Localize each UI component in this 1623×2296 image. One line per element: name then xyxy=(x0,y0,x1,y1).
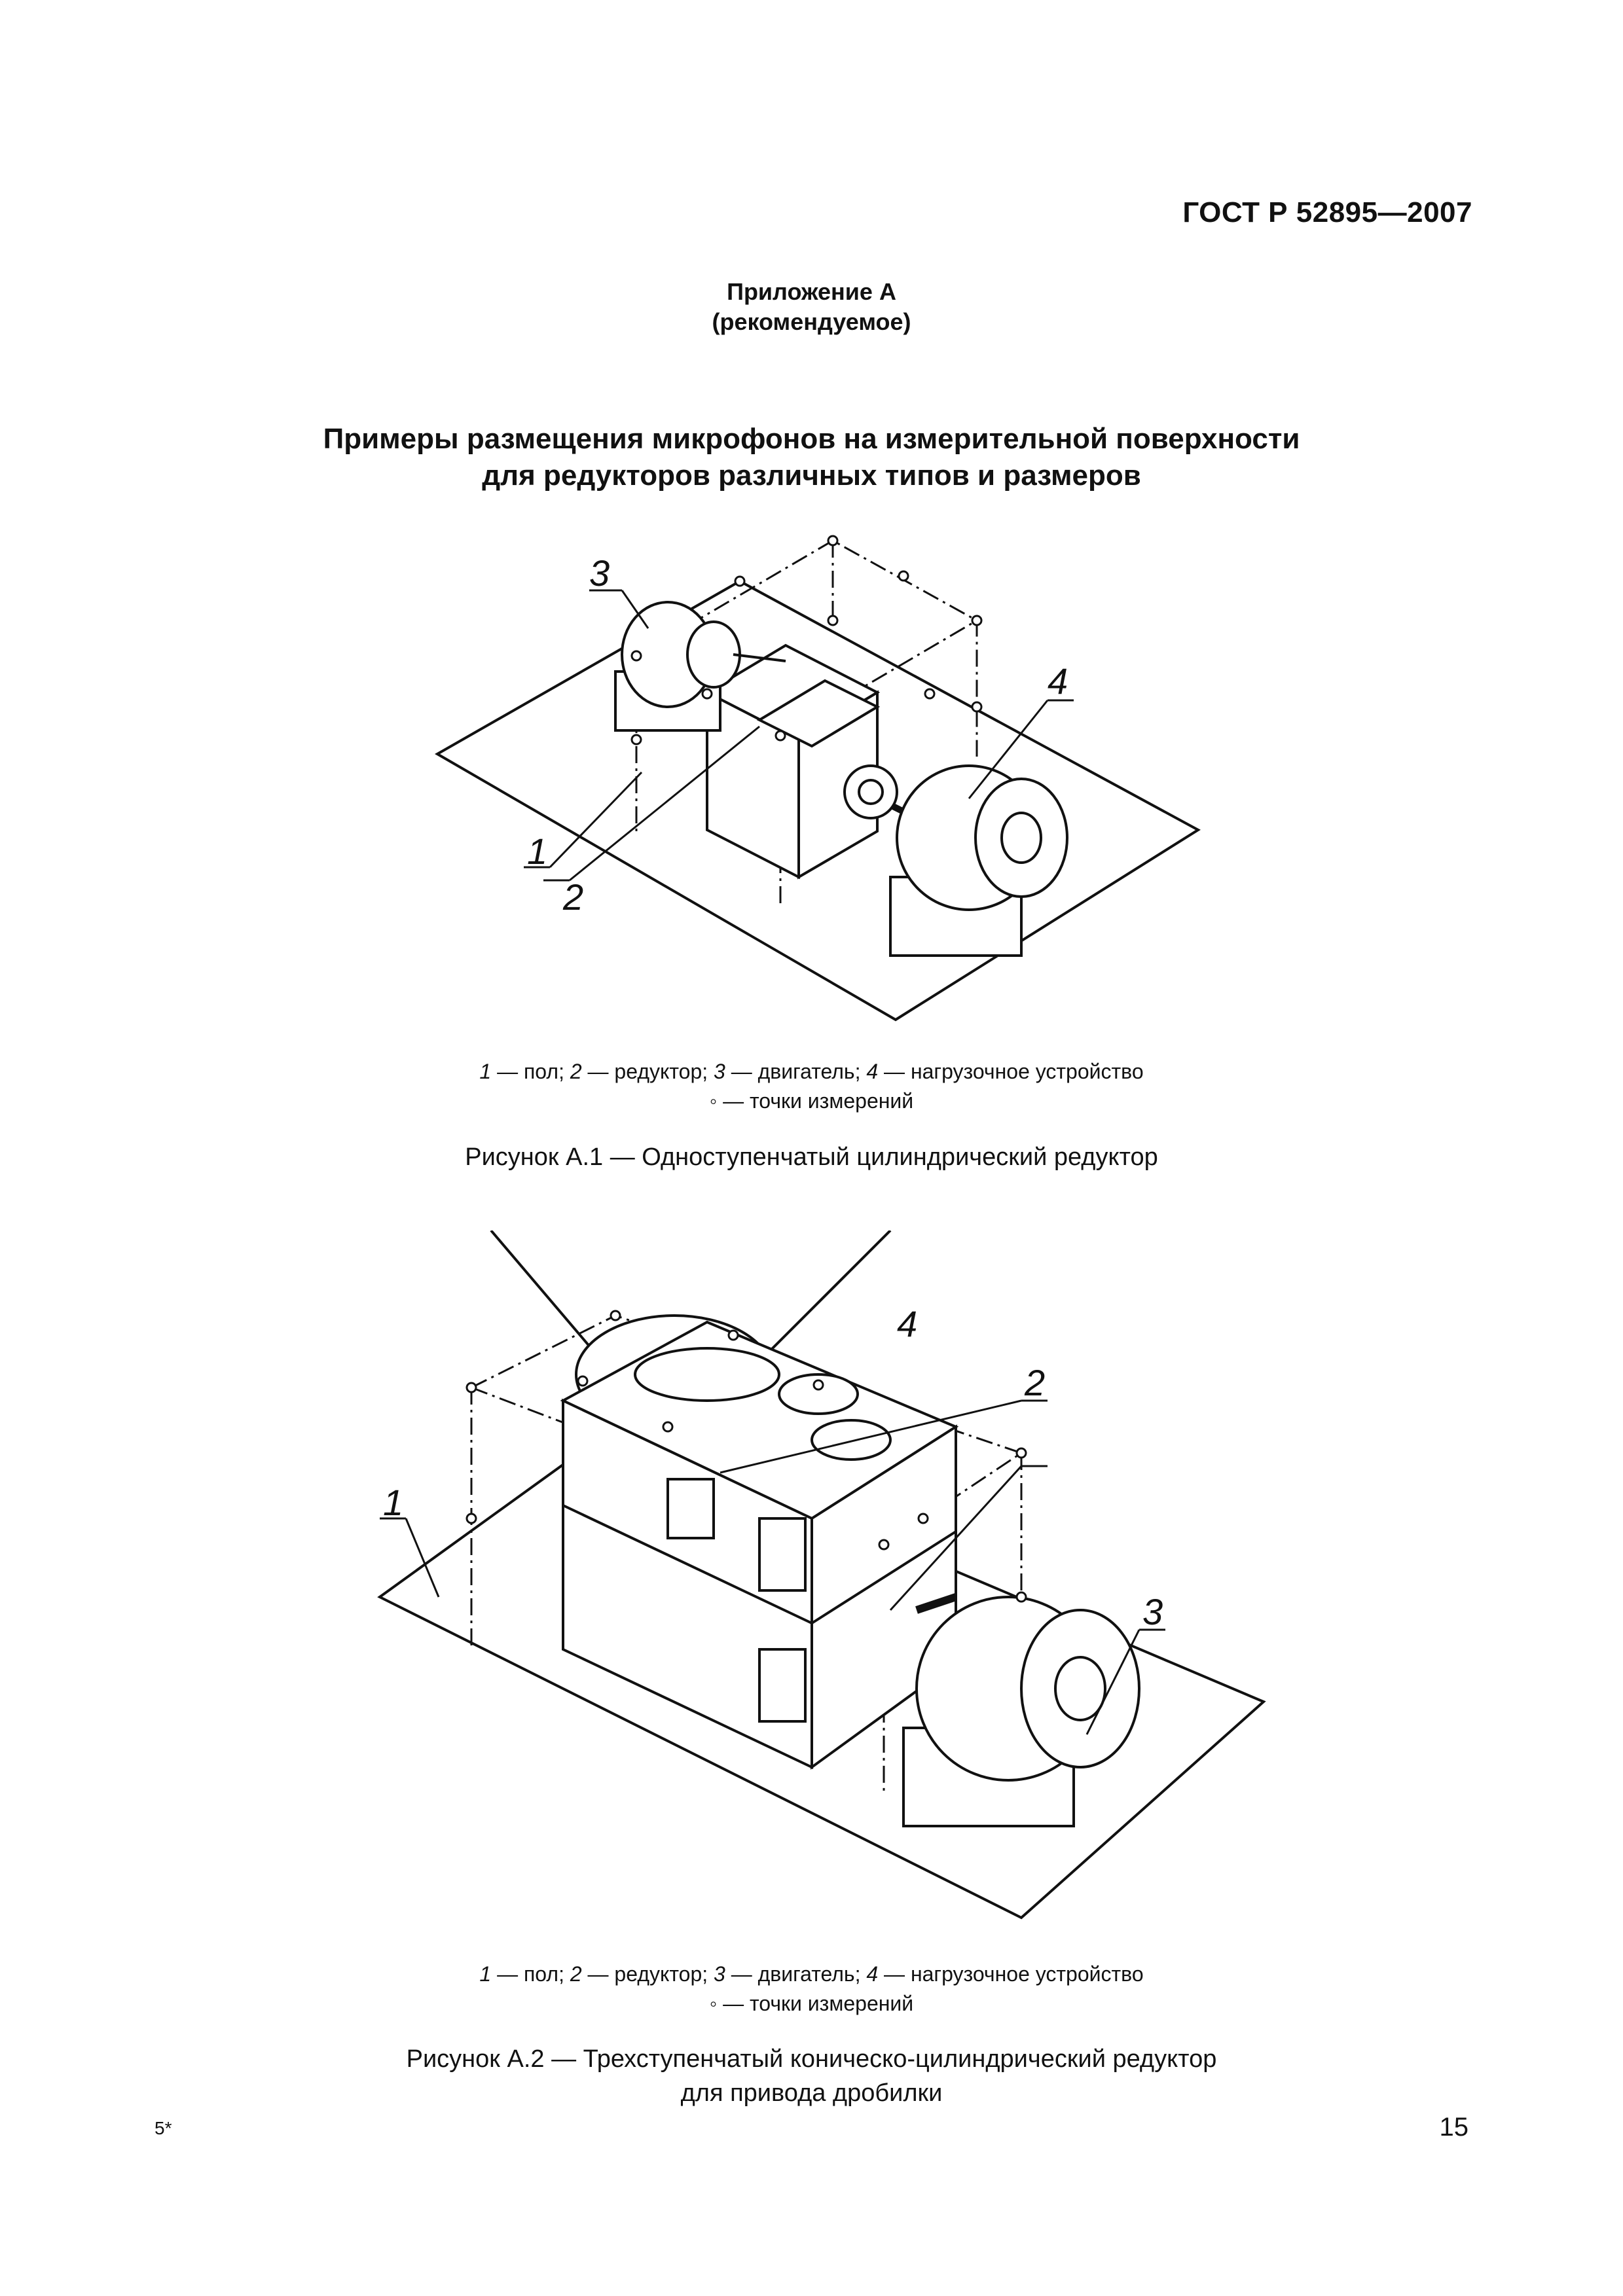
figure-a1-legend-points: ◦ — точки измерений xyxy=(709,1089,914,1113)
figure-a2-caption-line2: для привода дробилки xyxy=(680,2079,943,2107)
reducer-body xyxy=(707,645,877,877)
figure-a1-label-1: 1 xyxy=(527,831,548,872)
page-number: 15 xyxy=(1439,2113,1468,2142)
figure-a2-drawing xyxy=(367,1230,1283,1937)
figure-a1-label-4: 4 xyxy=(1048,660,1068,702)
annex-status: (рекомендуемое) xyxy=(712,308,911,335)
figure-a1-caption: Рисунок А.1 — Одноступенчатый цилиндрический редуктор xyxy=(465,1143,1158,1171)
motor-drive xyxy=(903,1597,1139,1826)
load-device xyxy=(890,766,1067,956)
figure-a2-label-2: 2 xyxy=(1025,1362,1046,1403)
figure-a1-label-3: 3 xyxy=(589,552,610,594)
figure-a2-caption-line1: Рисунок А.2 — Трехступенчатый коническо-цилиндрический редуктор xyxy=(406,2045,1217,2073)
figure-a1-drawing xyxy=(393,511,1244,1041)
figure-a1-label-2: 2 xyxy=(563,876,584,918)
annex-title: Приложение А xyxy=(727,278,896,305)
figure-a2-legend-points: ◦ — точки измерений xyxy=(709,1992,914,2015)
section-title-line2: для редукторов различных типов и размеров xyxy=(482,459,1141,492)
figure-a2-label-1: 1 xyxy=(383,1482,404,1523)
section-title-line1: Примеры размещения микрофонов на измерительной поверхности xyxy=(323,423,1300,455)
figure-a2-label-3: 3 xyxy=(1142,1591,1163,1632)
sheet-mark: 5* xyxy=(155,2118,172,2138)
figure-a2-legend: 1 — пол; 2 — редуктор; 3 — двигатель; 4 — нагрузочное устройство xyxy=(479,1962,1144,1986)
figure-a2-label-4: 4 xyxy=(897,1303,918,1344)
document-code: ГОСТ Р 52895—2007 xyxy=(1182,196,1472,228)
figure-a1-legend: 1 — пол; 2 — редуктор; 3 — двигатель; 4 — нагрузочное устройство xyxy=(479,1060,1144,1083)
